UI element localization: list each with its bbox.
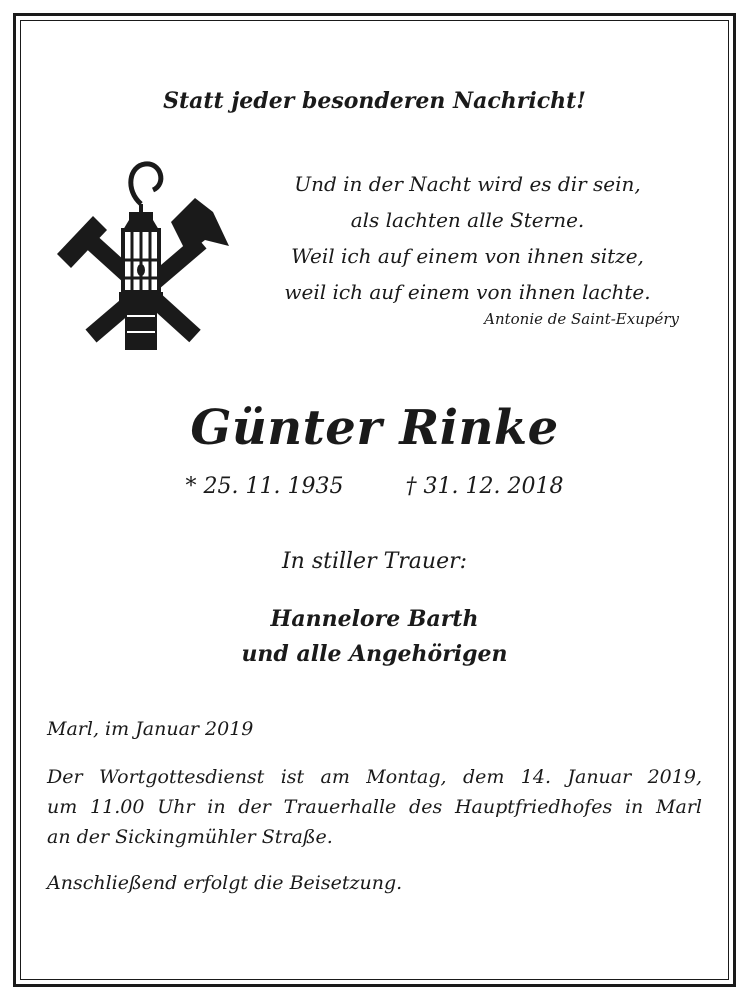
death-date: † 31. 12. 2018 xyxy=(405,474,564,499)
family-line: Hannelore Barth xyxy=(270,606,479,632)
poem-author: Antonie de Saint-Exupéry xyxy=(484,310,679,328)
mourning-label: In stiller Trauer: xyxy=(281,549,468,574)
poem xyxy=(255,166,680,310)
headline: Statt jeder besonderen Nachricht! xyxy=(163,88,586,114)
family-names xyxy=(0,602,749,672)
service-info xyxy=(47,762,702,852)
service-line: an der Sickingmühler Straße. xyxy=(47,826,333,848)
miners-lamp-hammer-and-pick-icon xyxy=(55,160,231,352)
poem-line: Und in der Nacht wird es dir sein, xyxy=(294,172,641,196)
service-line: um 11.00 Uhr in der Trauerhalle des Hauptfriedhofes in Marl xyxy=(47,796,702,818)
birth-date: * 25. 11. 1935 xyxy=(185,474,344,499)
family-line: und alle Angehörigen xyxy=(241,641,508,667)
poem-line: Weil ich auf einem von ihnen sitze, xyxy=(291,244,644,268)
poem-line: weil ich auf einem von ihnen lachte. xyxy=(284,280,651,304)
burial-note: Anschließend erfolgt die Beisetzung. xyxy=(47,872,403,894)
poem-line: als lachten alle Sterne. xyxy=(350,208,585,232)
place-date: Marl, im Januar 2019 xyxy=(47,718,254,740)
deceased-name: Günter Rinke xyxy=(190,400,559,456)
life-dates xyxy=(0,474,749,499)
service-line: Der Wortgottesdienst ist am Montag, dem 14. Januar 2019, xyxy=(47,766,702,788)
